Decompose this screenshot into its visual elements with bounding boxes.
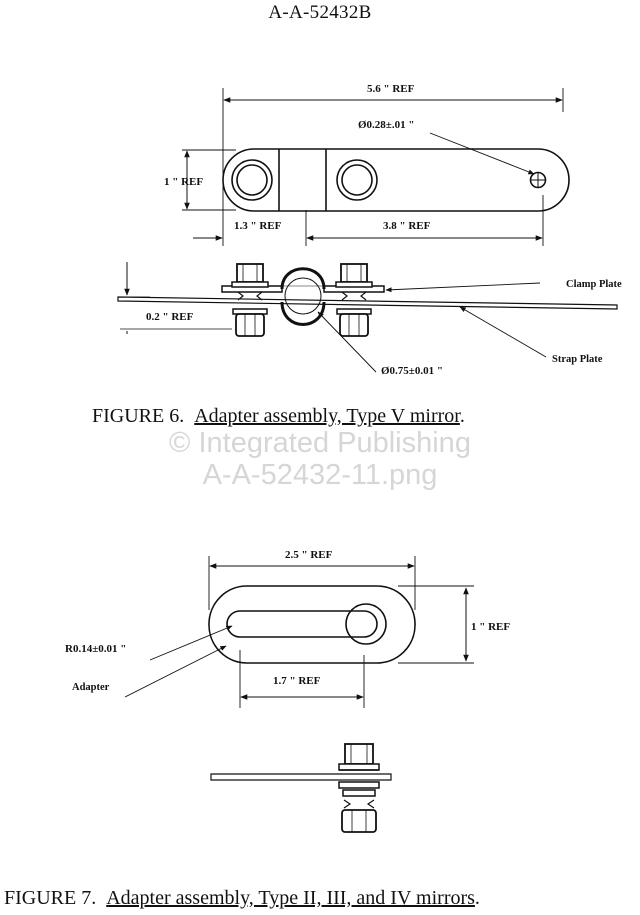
figure7-caption-suffix: .: [474, 887, 480, 909]
dim-overall-length: 5.6 " REF: [367, 83, 415, 95]
callout-strap-plate: Strap Plate: [552, 354, 603, 365]
figure7-caption: [4, 887, 480, 910]
dim-left-offset: 1.3 " REF: [234, 220, 282, 232]
dim-width: 1 " REF: [164, 176, 204, 188]
figure6-caption-prefix: FIGURE 6.: [92, 405, 185, 427]
dim-fig7-width: 1 " REF: [471, 621, 511, 633]
dim-slot-length: 1.7 " REF: [273, 675, 321, 687]
dim-fig7-length: 2.5 " REF: [285, 549, 333, 561]
dim-clamp-diameter: Ø0.75±0.01 ": [381, 365, 443, 377]
figure7-side-view: [211, 744, 391, 832]
figure7-caption-title: Adapter assembly, Type II, III, and IV mirrors: [106, 887, 475, 909]
watermark-line-1: © Integrated Publishing: [169, 427, 471, 459]
figure6-caption: [92, 405, 465, 428]
document-id: A-A-52432B: [268, 2, 372, 23]
figure6-caption-title: Adapter assembly, Type V mirror: [194, 405, 460, 427]
figure6-caption-suffix: .: [459, 405, 465, 427]
dim-hole-diameter: Ø0.28±.01 ": [358, 119, 415, 131]
callout-adapter: Adapter: [72, 682, 110, 693]
callout-clamp-plate: Clamp Plate: [566, 279, 622, 290]
dim-thickness: 0.2 " REF: [146, 311, 194, 323]
dim-right-span: 3.8 " REF: [383, 220, 431, 232]
dim-slot-radius: R0.14±0.01 ": [65, 643, 127, 655]
watermark-line-2: A-A-52432-11.png: [202, 459, 438, 491]
figure7-caption-prefix: FIGURE 7.: [4, 887, 97, 909]
